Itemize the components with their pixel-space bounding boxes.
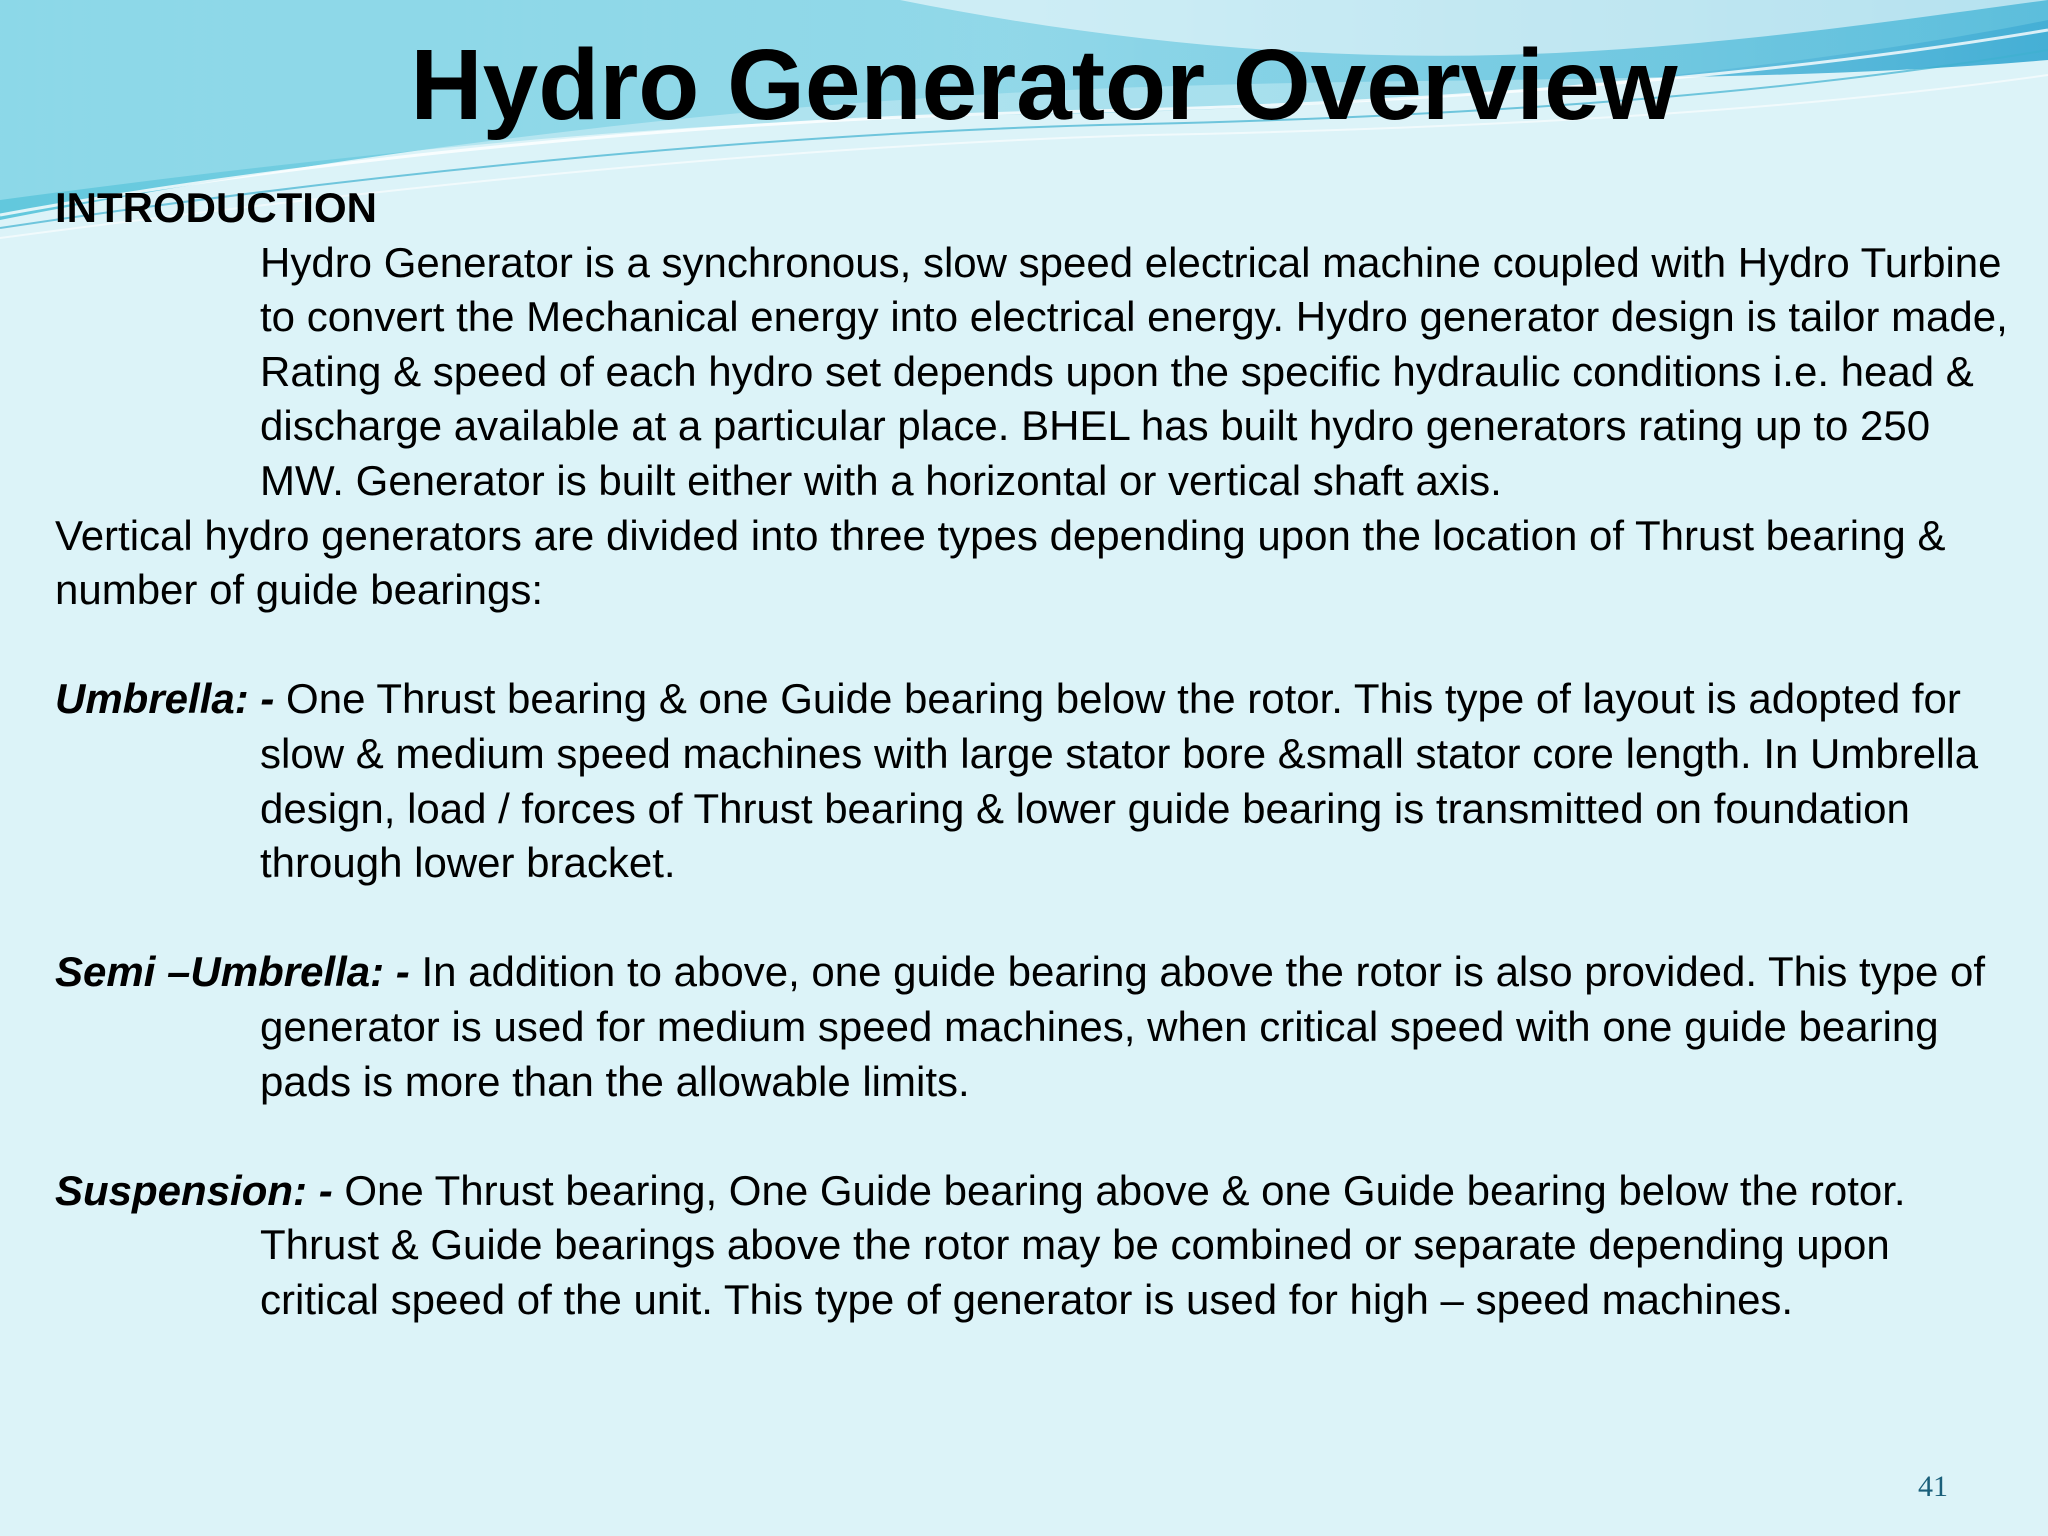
type-term: Semi –Umbrella: -: [55, 948, 410, 996]
types-paragraph: Vertical hydro generators are divided into three types depending upon the location of Thrust bearing & number of guide bearings:: [55, 511, 1946, 614]
type-umbrella: [55, 672, 2015, 890]
section-heading: INTRODUCTION: [55, 184, 377, 231]
type-term: Suspension: -: [55, 1166, 333, 1214]
spacer: [55, 891, 2015, 946]
spacer: [55, 618, 2015, 673]
type-semi-umbrella: [55, 945, 2015, 1109]
slide-content: [55, 181, 2015, 1327]
type-text: One Thrust bearing, One Guide bearing above & one Guide bearing below the rotor. Thrust & Guide bearings above the rotor may be combined or separate depending upon critical speed of the unit. This type of generator is used for high – speed machines.: [260, 1166, 1906, 1323]
type-text: One Thrust bearing & one Guide bearing below the rotor. This type of layout is adopted for slow & medium speed machines with large stator bore &small stator core length. In Umbrella design, load / forces of Thrust bearing & lower guide bearing is transmitted on foundation through lower bracket.: [260, 675, 1979, 887]
type-text: In addition to above, one guide bearing above the rotor is also provided. This type of generator is used for medium speed machines, when critical speed with one guide bearing pads is more than the allowable limits.: [260, 948, 1986, 1105]
spacer: [55, 1109, 2015, 1164]
type-term: Umbrella: -: [55, 675, 275, 723]
intro-paragraph: Hydro Generator is a synchronous, slow speed electrical machine coupled with Hydro Turbine to convert the Mechanical energy into electrical energy. Hydro generator design is tailor made, Rating & speed of each hydro set depends upon the specific hydraulic conditions i.e. head & discharge available at a particular place. BHEL has built hydro generators rating up to 250 MW. Generator is built either with a horizontal or vertical shaft axis.: [260, 238, 2008, 504]
type-suspension: [55, 1164, 2015, 1328]
page-number: 41: [1918, 1470, 1948, 1503]
slide-title: Hydro Generator Overview: [410, 29, 1678, 141]
